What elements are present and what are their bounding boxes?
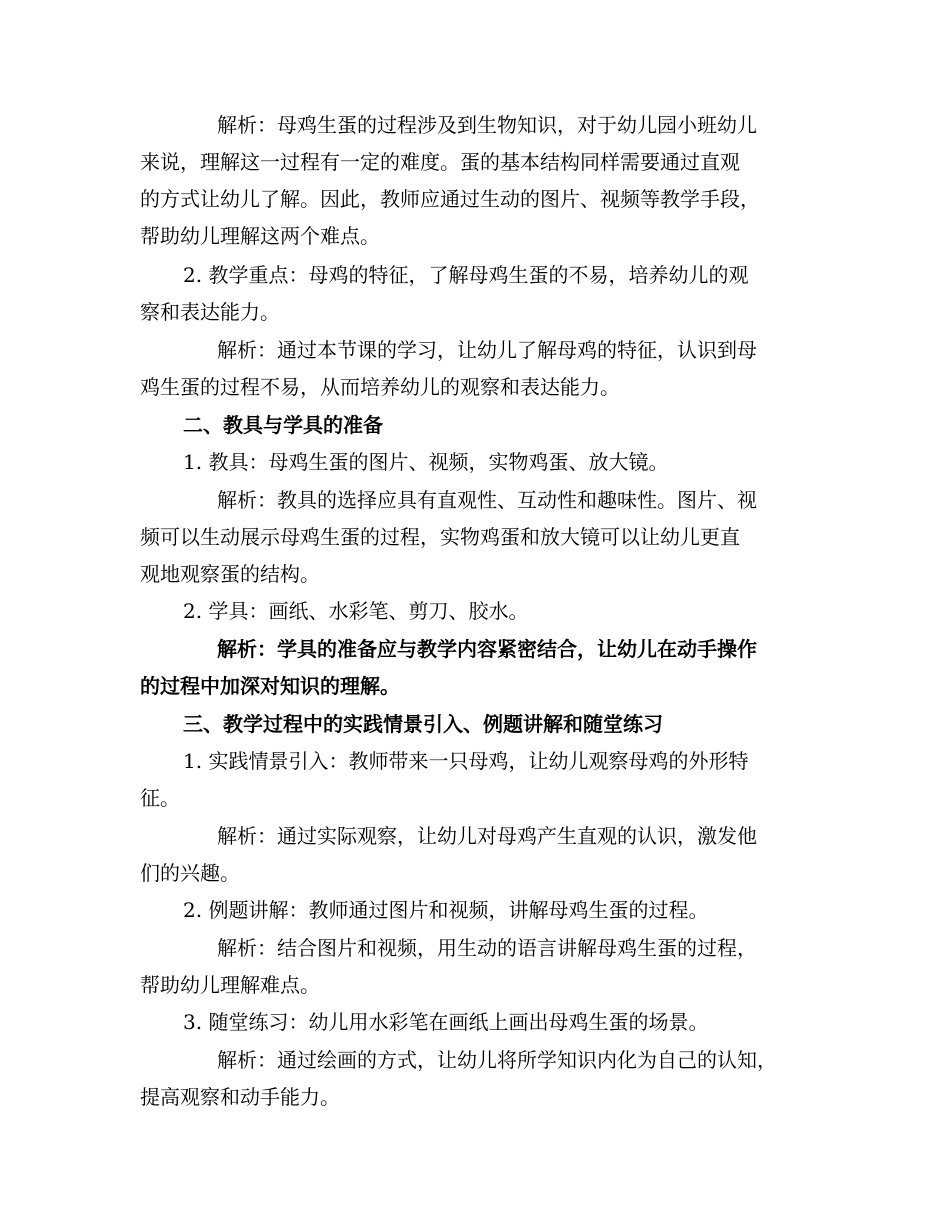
list-item: 2. 教学重点：母鸡的特征，了解母鸡生蛋的不易，培养幼儿的观 (183, 263, 749, 287)
list-item: 1. 实践情景引入：教师带来一只母鸡，让幼儿观察母鸡的外形特 (183, 749, 749, 773)
section-heading: 二、教具与学具的准备 (183, 413, 383, 437)
text-line: 解析：母鸡生蛋的过程涉及到生物知识，对于幼儿园小班幼儿 (217, 113, 757, 137)
text-line: 解析：通过绘画的方式，让幼儿将所学知识内化为自己的认知， (217, 1048, 777, 1072)
text-line: 解析：结合图片和视频，用生动的语言讲解母鸡生蛋的过程， (217, 936, 757, 960)
text-line: 征。 (140, 786, 180, 810)
text-line: 察和表达能力。 (140, 300, 280, 324)
text-line: 解析：通过实际观察，让幼儿对母鸡产生直观的认识，激发他 (217, 824, 757, 848)
text-line-bold: 解析：学具的准备应与教学内容紧密结合，让幼儿在动手操作 (217, 637, 757, 661)
text-line: 提高观察和动手能力。 (140, 1085, 340, 1109)
text-line: 来说，理解这一过程有一定的难度。蛋的基本结构同样需要通过直观 (140, 150, 740, 174)
text-line: 观地观察蛋的结构。 (140, 562, 320, 586)
text-line: 鸡生蛋的过程不易，从而培养幼儿的观察和表达能力。 (140, 375, 620, 399)
list-item: 1. 教具：母鸡生蛋的图片、视频，实物鸡蛋、放大镜。 (183, 450, 669, 474)
text-line: 的方式让幼儿了解。因此，教师应通过生动的图片、视频等教学手段， (140, 187, 760, 211)
list-item: 2. 学具：画纸、水彩笔、剪刀、胶水。 (183, 599, 529, 623)
text-line: 帮助幼儿理解这两个难点。 (140, 224, 380, 248)
section-heading: 三、教学过程中的实践情景引入、例题讲解和随堂练习 (183, 712, 663, 736)
list-item: 3. 随堂练习：幼儿用水彩笔在画纸上画出母鸡生蛋的场景。 (183, 1010, 709, 1034)
text-line: 解析：教具的选择应具有直观性、互动性和趣味性。图片、视 (217, 488, 757, 512)
text-line-bold: 的过程中加深对知识的理解。 (140, 674, 400, 698)
text-line: 们的兴趣。 (140, 861, 240, 885)
text-line: 帮助幼儿理解难点。 (140, 973, 320, 997)
text-line: 解析：通过本节课的学习，让幼儿了解母鸡的特征，认识到母 (217, 338, 757, 362)
text-line: 频可以生动展示母鸡生蛋的过程，实物鸡蛋和放大镜可以让幼儿更直 (140, 525, 740, 549)
list-item: 2. 例题讲解：教师通过图片和视频，讲解母鸡生蛋的过程。 (183, 898, 709, 922)
